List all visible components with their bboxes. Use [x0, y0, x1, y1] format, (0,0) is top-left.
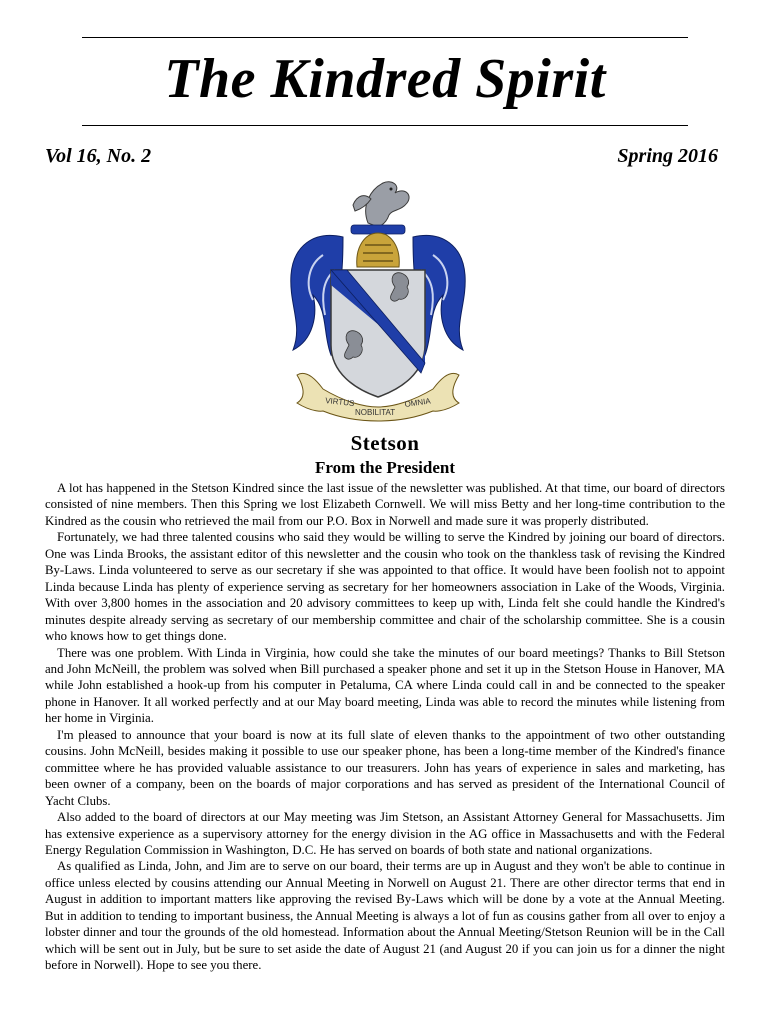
article-paragraph: I'm pleased to announce that your board is now at its full slate of eleven thanks to the appointment of two other outstanding cousins. John McNeill, besides making it possible to use our speaker phone, has been a long-time member of the Kindred's finance committee where he has provided valuable assistance to our treasurers. John has years of experience in sales and marketing, has been owner of a company, been on the boards of major corporations and has served as president of the International Council of Yacht Clubs. [45, 727, 725, 808]
article-paragraph: Also added to the board of directors at our May meeting was Jim Stetson, an Assistant Attorney General for Massachusetts. Jim has extensive experience as a supervisory attorney for the energy division in the AG office in Massachusetts and with the Federal Energy Regulation Commission in Washington, D.C. He has served on boards of both state and national organizations. [45, 810, 725, 857]
article-paragraph: A lot has happened in the Stetson Kindred since the last issue of the newsletter was published. At that time, our board of directors consisted of nine members. Then this Spring we lost Elizabeth Cornwell. We will miss Betty and her long-time contribution to the Kindred as the cousin who retrieved the mail from our P.O. Box in Norwell and made sure it was properly distributed. [45, 481, 725, 528]
article-paragraph: As qualified as Linda, John, and Jim are to serve on our board, their terms are up in August and they won't be able to continue in office unless elected by cousins attending our Annual Meeting in Norwell on August 21. There are other director terms that end in August in addition to important matters like approving the revised By-Laws which will be done by a vote at the Annual Meeting. But in addition to tending to important business, the Annual Meeting is always a lot of fun as cousins gather from all over to enjoy a lobster dinner and tour the grounds of the old homestead. Information about the Annual Meeting/Stetson Reunion will be in the Call which will be sent out in July, but be sure to set aside the date of August 21 (and August 20 if you can join us for a dinner the night before in Norwell). Hope to see you there. [45, 859, 725, 973]
shield [331, 270, 425, 397]
article-paragraph: Fortunately, we had three talented cousins who said they would be willing to serve the Kindred by joining our board of directors. One was Linda Brooks, the assistant editor of this newsletter and the cousin who took on the thankless task of revising the Kindred By-Laws. Linda volunteered to serve as our secretary if she was appointed to that office. It would have been foolish not to appoint Linda because Linda has plenty of experience serving as secretary for her homeowners association in Lake of the Woods, Virginia. With over 3,800 homes in the association and 20 advisory committees to keep up with, Linda felt she could handle the Kindred's minutes despite already serving as secretary of our membership committee and chair of the scholarship committee. She is a cousin who knows how to get things done. [45, 530, 725, 644]
masthead-top-rule [82, 37, 688, 38]
article-body [45, 480, 725, 974]
helmet-icon [357, 233, 400, 267]
masthead-bottom-rule [82, 125, 688, 126]
motto-word-virtus: VIRTUS [324, 396, 355, 409]
family-surname: Stetson [350, 431, 420, 455]
article-heading: From the President [314, 458, 456, 477]
motto-word-omnia: OMNIA [404, 396, 432, 409]
griffin-crest-icon [353, 182, 409, 227]
volume-number: Vol 16, No. 2 [45, 145, 152, 167]
newsletter-title: The Kindred Spirit [164, 48, 606, 110]
article-paragraph: There was one problem. With Linda in Virginia, how could she take the minutes of our board meetings? Thanks to Bill Stetson and John McNeill, the problem was solved when Bill purchased a speaker phone and set it up in the Stetson House in Hanover, MA while John established a hook-up from his computer in Petaluma, CA where Linda could call in and be connected to the speaker phone in Hanover. It all worked perfectly and at our May board meeting, Linda was able to record the minutes while listening from her home in Virginia. [45, 645, 725, 726]
stetson-coat-of-arms [283, 175, 473, 437]
issue-season: Spring 2016 [617, 145, 718, 167]
motto-word-nobilitat: NOBILITAT [355, 408, 396, 417]
